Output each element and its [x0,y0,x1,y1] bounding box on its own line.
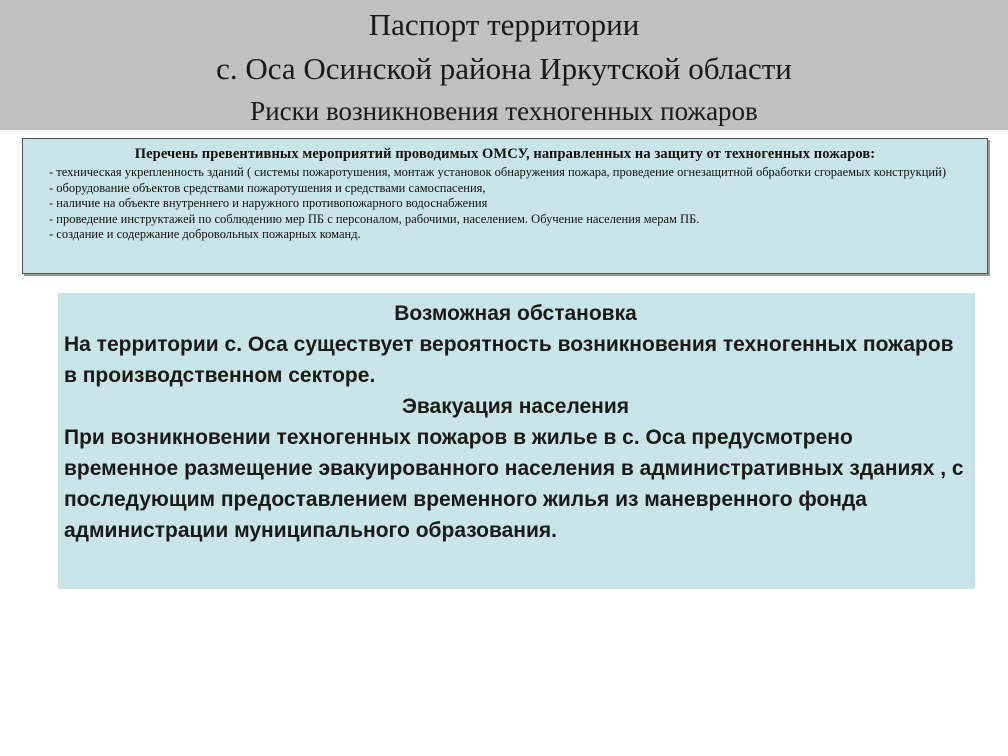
measure-item: - техническая укрепленность зданий ( системы пожаротушения, монтаж установок обнаружения пожара, проведение огнезащитной обработки сгораемых конструкций) [49,165,946,179]
page-subtitle: Риски возникновения техногенных пожаров [250,96,758,126]
header-banner [0,0,1008,130]
measure-item: - оборудование объектов средствами пожаротушения и средствами самоспасения, [49,180,486,195]
measures-title: Перечень превентивных мероприятий проводимых ОМСУ, направленных на защиту от техногенных пожаров: [134,146,876,162]
preventive-measures-box [22,138,988,274]
page-title-line1: Паспорт территории [368,7,640,42]
measure-item: - наличие на объекте внутреннего и наружного противопожарного водоснабжения [49,196,488,210]
situation-heading: Возможная обстановка [394,302,637,325]
evacuation-text: При возникновении техногенных пожаров в жилье в с. Оса предусмотрено временное размещение эвакуированного населения в административных зданиях , с последующим предоставлением временного жилья из маневренного фонда администрации муниципального образования. [64,426,964,542]
situation-box [58,293,975,589]
situation-text: На территории с. Оса существует вероятность возникновения техногенных пожаров в производственном секторе. [64,333,954,387]
evacuation-heading: Эвакуация населения [401,395,630,418]
measure-item: - создание и содержание добровольных пожарных команд. [49,227,361,241]
page-title-line2: с. Оса Осинской района Иркутской области [216,51,792,86]
measure-item: - проведение инструктажей по соблюдению мер ПБ с персоналом, рабочими, населением. Обучение населения мерам ПБ. [49,211,700,226]
